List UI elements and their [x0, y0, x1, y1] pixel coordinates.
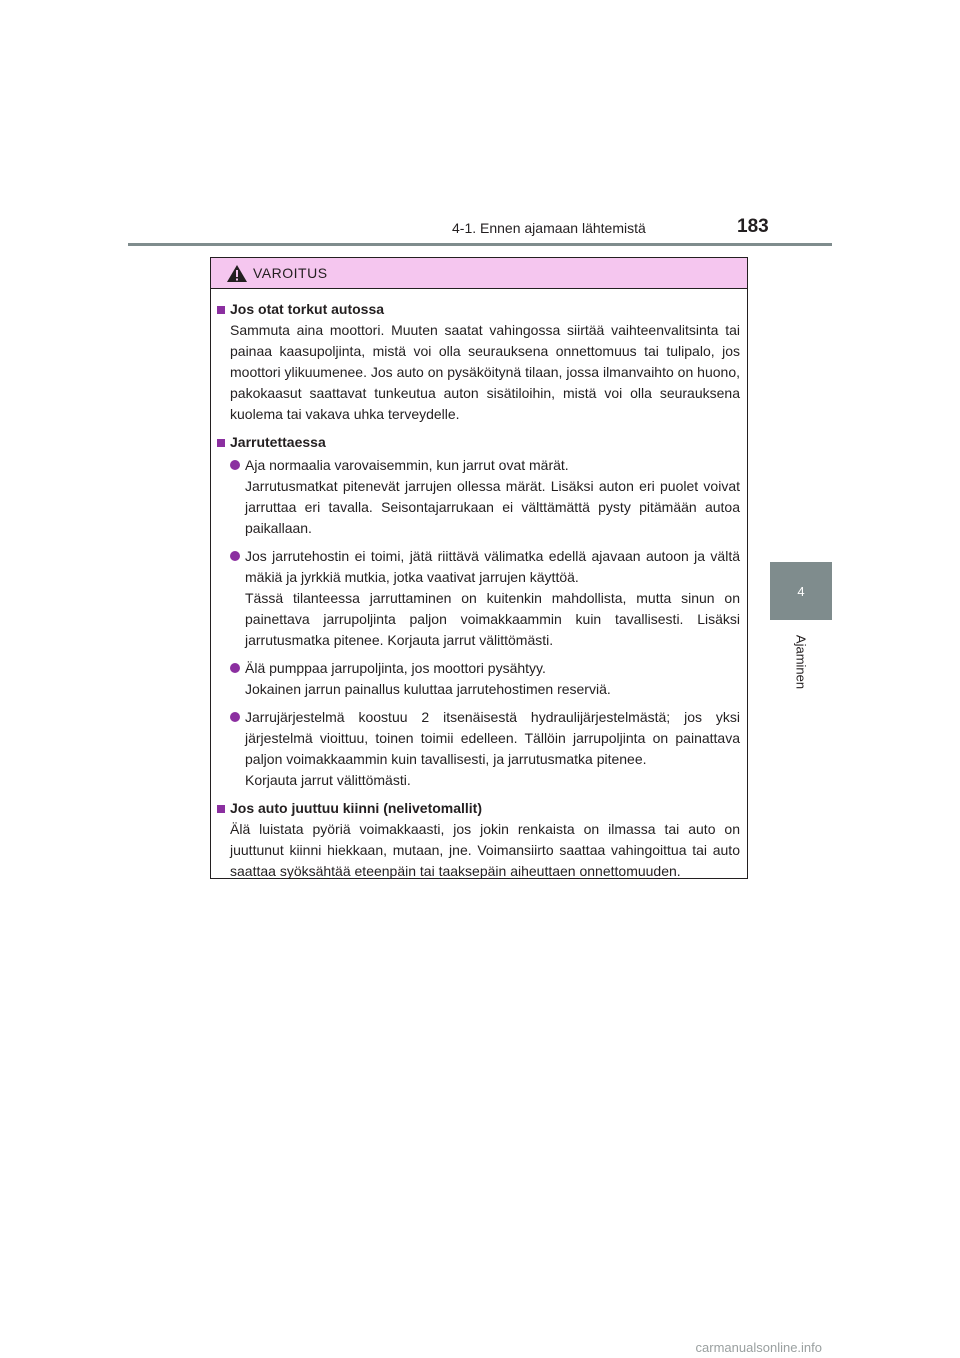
list-item	[217, 455, 740, 539]
list-item	[217, 546, 740, 651]
watermark: carmanualsonline.info	[695, 1340, 822, 1355]
square-bullet-icon	[217, 805, 225, 813]
section-title-text: Jos otat torkut autossa	[230, 301, 385, 317]
warning-body	[211, 289, 747, 882]
square-bullet-icon	[217, 306, 225, 314]
section-paragraph: Sammuta aina moottori. Muuten saatat vahingossa siirtää vaihteenvalitsinta tai painaa kaasupoljinta, mistä voi olla seurauksena onnettomuus tai tulipalo, jos moottori ylikuumenee. Jos auto on pysäköitynä tilaan, jossa ilmanvaihto on huono, pakokaasut saattavat tunkeutua auton sisätiloihin, mistä voi olla seurauksena kuolema tai vakava uhka terveydelle.	[230, 322, 740, 422]
square-bullet-icon	[217, 439, 225, 447]
warning-triangle-icon	[227, 265, 247, 282]
bullet-lead: Jos jarrutehostin ei toimi, jätä riittävä välimatka edellä ajavaan autoon ja vältä mäkiä ja jyrkkiä mutkia, jotka vaativat jarrujen käyttöä.	[245, 548, 740, 585]
section-title	[217, 299, 740, 320]
circle-bullet-icon	[230, 663, 240, 673]
chapter-label: Ajaminen	[793, 634, 809, 690]
bullet-lead: Aja normaalia varovaisemmin, kun jarrut ovat märät.	[245, 457, 569, 473]
section-paragraph: Älä luistata pyöriä voimakkaasti, jos jokin renkaista on ilmassa tai auto on juuttunut kiinni hiekkaan, mutaan, jne. Voimansiirto saattaa vahingoittua tai auto saattaa syöksähtää eteenpäin tai taaksepäin aiheuttaen onnettomuuden.	[230, 821, 740, 879]
list-item	[217, 658, 740, 700]
chapter-number: 4	[797, 583, 805, 599]
section-title-text: Jarrutettaessa	[230, 434, 326, 450]
bullet-lead: Älä pumppaa jarrupoljinta, jos moottori pysähtyy.	[245, 660, 546, 676]
circle-bullet-icon	[230, 551, 240, 561]
section-title	[217, 432, 740, 453]
warning-header	[211, 258, 747, 289]
bullet-text: Jokainen jarrun painallus kuluttaa jarrutehostimen reserviä.	[245, 681, 611, 697]
section-title-text: Jos auto juuttuu kiinni (nelivetomallit)	[230, 800, 483, 816]
page-number: 183	[737, 216, 769, 237]
header-rule	[128, 243, 832, 246]
circle-bullet-icon	[230, 460, 240, 470]
header-section-title: 4-1. Ennen ajamaan lähtemistä	[452, 220, 646, 236]
warning-section-stuck	[217, 798, 740, 882]
chapter-tab	[770, 562, 832, 620]
warning-section-nap	[217, 299, 740, 425]
bullet-text: Tässä tilanteessa jarruttaminen on kuitenkin mahdollista, mutta sinun on painettava jarrupoljinta paljon voimakkaammin kuin tavallisesti. Lisäksi jarrutusmatka pitenee. Korjauta jarrut välittömästi.	[245, 590, 740, 648]
warning-title: VAROITUS	[253, 265, 328, 281]
bullet-lead: Jarrujärjestelmä koostuu 2 itsenäisestä hydraulijärjestelmästä; jos yksi järjestelmä vioittuu, toinen toimii edelleen. Tällöin jarrupoljinta on painattava paljon voimakkaammin kuin tavallisesti, ja jarrutusmatka pitenee.	[245, 709, 740, 767]
section-title	[217, 798, 740, 819]
warning-section-braking	[217, 432, 740, 791]
circle-bullet-icon	[230, 712, 240, 722]
bullet-text: Jarrutusmatkat pitenevät jarrujen ollessa märät. Lisäksi auton eri puolet voivat jarruttaa eri tavalla. Seisontajarrukaan ei välttämättä pysty pitämään autoa paikallaan.	[245, 478, 740, 536]
warning-box	[210, 257, 748, 879]
list-item	[217, 707, 740, 791]
bullet-text: Korjauta jarrut välittömästi.	[245, 772, 411, 788]
